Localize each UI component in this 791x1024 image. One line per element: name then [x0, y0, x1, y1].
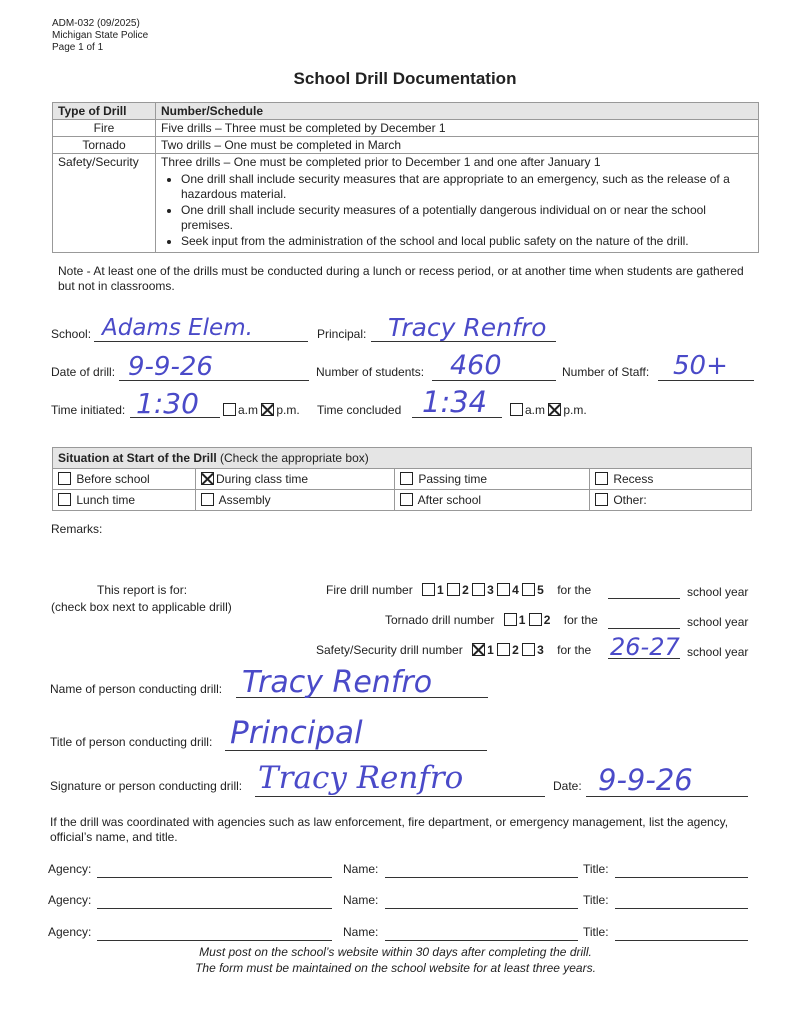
fire-checkbox-1[interactable]: [422, 583, 435, 596]
checkbox[interactable]: [595, 493, 608, 506]
time-initiated-ampm: [223, 403, 300, 417]
official-title-field[interactable]: [615, 877, 748, 878]
situation-header: [53, 448, 752, 469]
signature-label: Signature or person conducting drill:: [50, 779, 243, 793]
drill-schedule: Two drills – One must be completed in March: [156, 137, 759, 154]
option-label: Before school: [76, 472, 150, 486]
form-header: [52, 18, 148, 54]
agency-field[interactable]: [97, 908, 332, 909]
fire-checkbox-2[interactable]: [447, 583, 460, 596]
option-before-school[interactable]: [53, 469, 196, 490]
principal-label: Principal:: [317, 327, 367, 341]
students-value: 460: [450, 350, 502, 381]
num-label: 1: [487, 643, 494, 657]
remarks-label: Remarks:: [51, 522, 103, 536]
safety-drill-row: [316, 643, 591, 657]
pm-checkbox[interactable]: [548, 403, 561, 416]
date-of-drill-label: Date of drill:: [51, 365, 116, 379]
time-initiated-label: Time initiated:: [51, 403, 126, 417]
option-label: Passing time: [418, 472, 488, 486]
report-for-label: This report is for:: [97, 583, 188, 597]
agency-label: Agency:: [48, 893, 92, 907]
col-header-type: Type of Drill: [53, 103, 156, 120]
option-recess[interactable]: [590, 469, 752, 490]
fire-drill-label: Fire drill number: [326, 583, 413, 597]
drill-requirements-table: [52, 102, 759, 253]
for-the-label: for the: [557, 583, 592, 597]
agency-name: Michigan State Police: [52, 30, 149, 41]
school-year-label: school year: [687, 585, 749, 599]
agency-label: Agency:: [48, 862, 92, 876]
official-name-field[interactable]: [385, 908, 578, 909]
safety-checkbox-2[interactable]: [497, 643, 510, 656]
list-item: • One drill shall include security measures that are appropriate to an emergency, such as the release of a hazardous material.: [181, 172, 753, 202]
tornado-year-field[interactable]: [608, 628, 680, 629]
am-checkbox[interactable]: [510, 403, 523, 416]
situation-note: (Check the appropriate box): [220, 451, 369, 465]
checkbox[interactable]: [400, 472, 413, 485]
num-label: 3: [537, 643, 544, 657]
fire-checkbox-4[interactable]: [497, 583, 510, 596]
time-concluded-label: Time concluded: [317, 403, 402, 417]
option-label: Other:: [613, 493, 647, 507]
school-year-label: school year: [687, 645, 749, 659]
for-the-label: for the: [557, 643, 592, 657]
am-label: a.m: [238, 403, 259, 417]
official-name-label: Name:: [343, 862, 379, 876]
footer-notice: [0, 944, 791, 976]
time-concluded-ampm: [510, 403, 587, 417]
checkbox[interactable]: [58, 472, 71, 485]
option-label: After school: [417, 493, 482, 507]
drill-schedule: Five drills – Three must be completed by December 1: [156, 120, 759, 137]
tornado-checkbox-2[interactable]: [529, 613, 542, 626]
safety-schedule-text: Three drills – One must be completed prior to December 1 and one after January 1: [161, 155, 601, 169]
checkbox[interactable]: [201, 472, 214, 485]
pm-checkbox[interactable]: [261, 403, 274, 416]
table-row: [53, 469, 752, 490]
page-number: Page 1 of 1: [52, 42, 104, 53]
option-label: Recess: [613, 472, 654, 486]
lunch-recess-note: Note - At least one of the drills must be conducted during a lunch or recess period, or at another time when students are gathered but not in classrooms.: [58, 264, 744, 293]
fire-checkbox-5[interactable]: [522, 583, 535, 596]
coordination-text: If the drill was coordinated with agencies such as law enforcement, fire department, or emergency management, list the agency, official’s name, and title.: [50, 815, 729, 844]
num-label: 3: [487, 583, 494, 597]
table-row: [53, 154, 759, 253]
time-initiated-value: 1:30: [136, 387, 199, 420]
tornado-drill-row: [385, 613, 598, 627]
drill-type: Fire: [53, 120, 156, 137]
option-passing-time[interactable]: [395, 469, 590, 490]
conductor-name-value: Tracy Renfro: [242, 665, 433, 700]
list-item: • One drill shall include security measures of a potentially dangerous individual on or near the school premises.: [181, 203, 753, 233]
official-name-field[interactable]: [385, 877, 578, 878]
official-title-field[interactable]: [615, 940, 748, 941]
official-title-label: Title:: [583, 925, 609, 939]
col-header-schedule: Number/Schedule: [156, 103, 759, 120]
option-other[interactable]: [590, 490, 752, 511]
agency-label: Agency:: [48, 925, 92, 939]
principal-value: Tracy Renfro: [388, 313, 547, 342]
num-label: 1: [518, 613, 526, 627]
checkbox[interactable]: [400, 493, 413, 506]
footer-line-1: Must post on the school’s website within 30 days after completing the drill.: [199, 945, 592, 959]
official-name-field[interactable]: [385, 940, 578, 941]
footer-line-2: The form must be maintained on the school website for at least three years.: [195, 961, 596, 975]
am-label: a.m: [525, 403, 546, 417]
signature-field[interactable]: [255, 796, 545, 797]
num-label: 1: [437, 583, 444, 597]
official-name-label: Name:: [343, 893, 379, 907]
official-name-label: Name:: [343, 925, 379, 939]
pm-label: p.m.: [276, 403, 300, 417]
safety-checkbox-1[interactable]: [472, 643, 485, 656]
fire-checkbox-3[interactable]: [472, 583, 485, 596]
option-assembly[interactable]: [196, 490, 395, 511]
option-label: Assembly: [218, 493, 271, 507]
form-id: ADM-032 (09/2025): [52, 18, 140, 29]
table-row: [53, 120, 759, 137]
school-field[interactable]: [94, 341, 308, 342]
conductor-title-label: Title of person conducting drill:: [50, 735, 213, 749]
fire-drill-row: [326, 583, 591, 597]
drill-type: Safety/Security: [53, 154, 156, 253]
checkbox[interactable]: [58, 493, 71, 506]
students-label: Number of students:: [316, 365, 425, 379]
table-row: [53, 490, 752, 511]
num-label: 2: [543, 613, 551, 627]
safety-drill-label: Safety/Security drill number: [316, 643, 463, 657]
option-lunch-time[interactable]: [53, 490, 196, 511]
agency-field[interactable]: [97, 877, 332, 878]
situation-table: [52, 447, 752, 511]
conductor-name-label: Name of person conducting drill:: [50, 682, 223, 696]
safety-requirements-list: [161, 172, 753, 249]
safety-checkbox-3[interactable]: [522, 643, 535, 656]
pm-label: p.m.: [563, 403, 587, 417]
date-of-drill-value: 9-9-26: [128, 352, 213, 382]
table-row: [53, 137, 759, 154]
checkbox[interactable]: [201, 493, 214, 506]
for-the-label: for the: [563, 613, 598, 627]
checkbox[interactable]: [595, 472, 608, 485]
safety-year-value: 26-27: [610, 633, 680, 661]
staff-label: Number of Staff:: [562, 365, 650, 379]
official-title-field[interactable]: [615, 908, 748, 909]
time-concluded-value: 1:34: [422, 385, 488, 419]
situation-title: Situation at Start of the Drill: [58, 451, 217, 465]
conductor-title-value: Principal: [230, 715, 363, 751]
signature-value: Tracy Renfro: [258, 760, 464, 796]
list-item: • Seek input from the administration of the school and local public safety on the nature of the drill.: [181, 234, 753, 249]
option-during-class[interactable]: [196, 469, 395, 490]
sig-date-value: 9-9-26: [598, 763, 693, 797]
option-after-school[interactable]: [395, 490, 590, 511]
num-label: 2: [462, 583, 469, 597]
tornado-drill-label: Tornado drill number: [385, 613, 495, 627]
official-title-label: Title:: [583, 862, 609, 876]
option-label: During class time: [216, 472, 309, 486]
school-label: School:: [51, 327, 92, 341]
official-title-label: Title:: [583, 893, 609, 907]
staff-value: 50+: [673, 351, 728, 381]
page-title: School Drill Documentation: [293, 69, 517, 88]
sig-date-label: Date:: [553, 779, 582, 793]
option-label: Lunch time: [76, 493, 136, 507]
am-checkbox[interactable]: [223, 403, 236, 416]
school-value: Adams Elem.: [102, 315, 253, 341]
num-label: 2: [512, 643, 519, 657]
drill-schedule: [156, 154, 759, 253]
agency-field[interactable]: [97, 940, 332, 941]
num-label: 4: [512, 583, 519, 597]
fire-year-field[interactable]: [608, 598, 680, 599]
drill-type: Tornado: [53, 137, 156, 154]
tornado-checkbox-1[interactable]: [504, 613, 517, 626]
report-check-note: (check box next to applicable drill): [51, 600, 232, 614]
school-year-label: school year: [687, 615, 749, 629]
num-label: 5: [537, 583, 544, 597]
